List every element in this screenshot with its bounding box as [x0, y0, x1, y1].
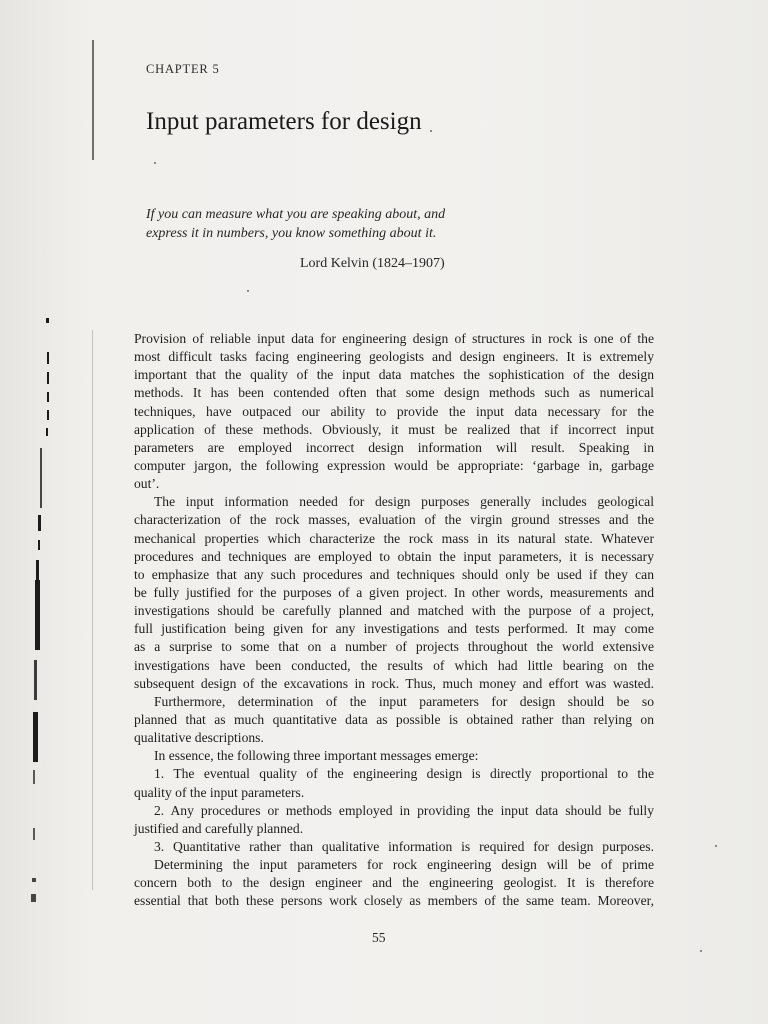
page-number: 55: [372, 930, 386, 945]
scan-speck: [38, 515, 41, 531]
body-text-line: 2. Any procedures or methods employed in providing the input data should be fully: [154, 802, 654, 818]
body-text-line: Determining the input parameters for rock engineering design will be of prime: [154, 857, 654, 873]
body-text-line: mechanical properties which characterize the rock mass in its natural state. Whatever: [134, 530, 654, 546]
body-text-line: planned that as much quantitative data as possible is obtained rather than relying on: [134, 711, 654, 727]
body-text-line: subsequent design of the excavations in rock. Thus, much money and effort was wasted.: [134, 675, 654, 691]
scan-speck: [31, 894, 36, 902]
binding-shadow-line: [92, 330, 93, 890]
body-text-line: investigations should be carefully planned and matched with the purpose of a project,: [134, 603, 654, 619]
body-text-line: methods. It has been contended often that some design methods such as numerical: [134, 385, 654, 401]
scan-speck: [154, 162, 156, 164]
body-text-line: most difficult tasks facing engineering geologists and design engineers. It is extremely: [134, 349, 654, 365]
body-text-line: parameters are employed incorrect design information will result. Speaking in: [134, 439, 654, 455]
left-margin-scan-artifacts: [0, 0, 80, 1024]
body-text-line: important that the quality of the input data matches the sophistication of the design: [134, 367, 654, 383]
scan-speck: [32, 878, 36, 882]
body-text-line: out’.: [134, 476, 160, 492]
body-text-line: Provision of reliable input data for engineering design of structures in rock is one of the: [134, 331, 654, 346]
scan-speck: [430, 130, 432, 132]
scan-speck: [33, 770, 35, 784]
scan-speck: [247, 290, 249, 292]
scan-edge-line: [40, 448, 42, 508]
body-text-line: be fully justified for the purposes of a given project. In other words, measurements and: [134, 584, 654, 600]
scan-edge-line: [34, 660, 37, 700]
body-text-line: computer jargon, the following expression would be appropriate: ‘garbage in, garbage: [134, 457, 654, 473]
body-text-line: to emphasize that any such procedures and techniques should only be used if they can: [134, 566, 654, 582]
body-text-line: characterization of the rock masses, evaluation of the virgin ground stresses and the: [134, 512, 654, 528]
scan-speck: [47, 410, 49, 420]
scan-edge-line: [33, 712, 38, 762]
body-text-line: techniques, have outpaced our ability to provide the input data necessary for the: [134, 403, 654, 419]
body-text-line: In essence, the following three important messages emerge:: [154, 748, 479, 764]
scan-speck: [38, 540, 40, 550]
epigraph-quote: [146, 205, 566, 243]
body-text-line: procedures and techniques are employed to obtain the input parameters, it is necessary: [134, 548, 654, 564]
scan-speck: [700, 950, 702, 952]
scan-speck: [47, 372, 49, 384]
body-text-line: concern both to the design engineer and the engineering geologist. It is therefore: [134, 875, 654, 891]
epigraph-line: If you can measure what you are speaking about, and: [146, 207, 446, 222]
scan-speck: [46, 428, 48, 436]
body-text-line: full justification being given for any investigations and tests performed. It may come: [134, 621, 654, 637]
body-text-line: 1. The eventual quality of the engineering design is directly proportional to the: [154, 766, 654, 782]
body-text-line: as a surprise to some that on a number of projects throughout the world extensive: [134, 639, 654, 655]
binding-shadow-line: [92, 40, 94, 160]
body-text-line: essential that both these persons work closely as members of the same team. Moreover,: [134, 893, 654, 909]
chapter-title: Input parameters for design: [146, 108, 422, 135]
scan-speck: [46, 318, 49, 323]
scan-speck: [33, 828, 35, 840]
body-text-line: The input information needed for design purposes generally includes geological: [154, 494, 654, 510]
body-text-line: application of these methods. Obviously, it must be realized that if incorrect input: [134, 421, 654, 437]
chapter-label: CHAPTER 5: [146, 62, 220, 76]
body-text-line: quality of the input parameters.: [134, 784, 305, 800]
body-text: [134, 330, 654, 911]
scan-edge-line: [35, 580, 40, 650]
body-text-line: Furthermore, determination of the input parameters for design should be so: [154, 693, 654, 709]
body-text-line: 3. Quantitative rather than qualitative information is required for design purposes.: [154, 838, 654, 854]
body-text-line: qualitative descriptions.: [134, 730, 264, 746]
epigraph-attribution: Lord Kelvin (1824–1907): [300, 256, 445, 271]
body-text-line: justified and carefully planned.: [134, 820, 304, 836]
scan-speck: [47, 392, 49, 402]
scan-speck: [47, 352, 49, 364]
scan-speck: [715, 845, 717, 847]
epigraph-line: express it in numbers, you know something about it.: [146, 226, 437, 241]
body-text-line: investigations have been conducted, the results of which had little bearing on the: [134, 657, 654, 673]
